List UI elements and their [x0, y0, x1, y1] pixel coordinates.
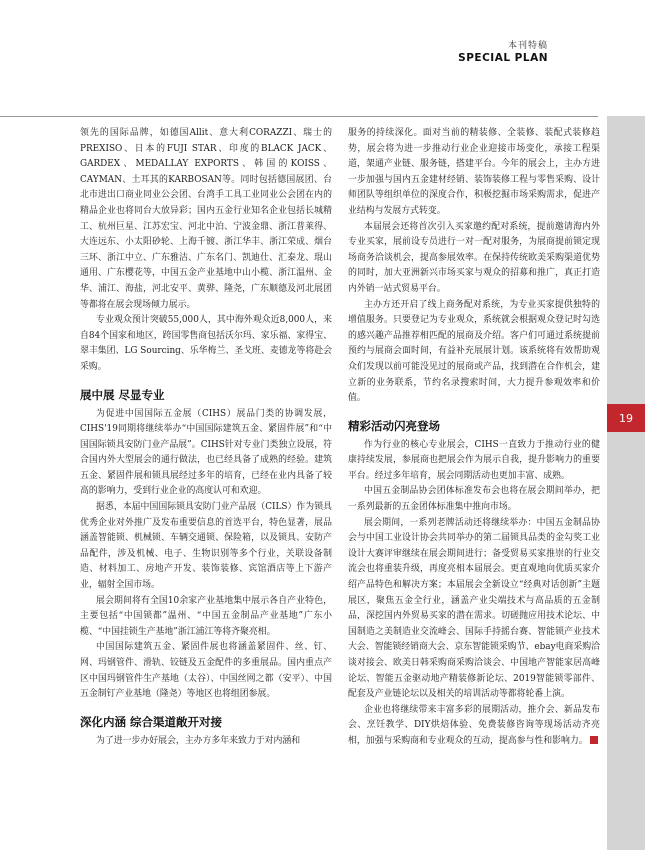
page-number: 19: [607, 404, 645, 432]
paragraph: 本届展会还将首次引入买家邀约配对系统，提前邀请海内外专业买家，展前设专员进行一对一配对服务，为展商提前锁定现场商务洽谈机会，提高参展效率。在保持传统欧美采购渠道优势的同时，加大亚洲新兴市场买家与观众的招募和推广，真正打造内外销一站式贸易平台。: [348, 221, 600, 294]
column-title-cn: 本刊特稿: [507, 41, 548, 51]
paragraph: 中国国际建筑五金、紧固件展也将涵盖紧固件、丝、钉、网、玛钢管件、滑轨、铰链及五金配件的多重展品。国内重点产区中国玛钢管件生产基地（太谷）、中国丝网之都（安平）、中国五金制钉产业基地（隆尧）等地区也将组团参展。: [80, 642, 332, 700]
paragraph: 中国五金制品协会团体标准发布会也将在展会期间举办，把一系列最新的五金团体标准集中推向市场。: [348, 486, 600, 513]
section-heading: 展中展 尽显专业: [80, 387, 165, 402]
paragraph: 作为行业的核心专业展会，CIHS一直致力于推动行业的健康持续发展，参展商也把展会作为展示自我，提升影响力的重要平台。经过多年培育，展会同期活动也更加丰富、成熟。: [348, 439, 600, 481]
paragraph: 专业观众预计突破55,000人，其中海外观众近8,000人，来自84个国家和地区，跨国零售商包括沃尔玛、家乐福、家得宝、翠丰集团、LG Sourcing、乐华梅兰、圣戈班、麦德龙等将赴会采购。: [80, 315, 332, 372]
paragraph-last: [348, 703, 600, 750]
right-column: [348, 126, 600, 750]
side-margin-bar: [607, 116, 645, 850]
paragraph: 展会期间，一系列老牌活动还将继续举办：中国五金制品协会与中国工业设计协会共同举办的第二届锁具品类的金勾奖工业设计大赛评审继续在展会期间进行；备受贸易买家推崇的行业交流会也将重装升级，再度亮相本届展会。更直观地向优质买家介绍产品特色和解决方案；本届展会全新设立“经典对话创新”主题展区，聚焦五金全行业，涵盖产业尖端技术与高品质的五金制品，深挖国内外贸易买家的潜在需求。切磋抛应用技术论坛、中国制造之美制造业交流峰会、国际手持摇台赛、智能锁产业技术大会、智能锁经销商大会、京东智能锁采购节、ebay电商采购洽谈对接会、欧美日韩采购商采购洽谈会、中国地产智能家居高峰论坛、智能五金驱动地产精装修新论坛、2019智能锁零部件、配套及产业链论坛以及相关的培训活动等都将轮番上演。: [348, 517, 600, 700]
paragraph: 领先的国际品牌，如德国Allit、意大利CORAZZI、瑞士的PREXISO、日本的FUJI STAR、印度的BLACK JACK、GARDEX、MEDALLAY EXPORTS、韩国的KOISS、CAYMAN、土耳其的KARBOSAN等。同时包括德国展团、台北市进出口商业同业公会团、台湾手工具工业同业公会团在内的精品企业也将同台大放异彩；国内五金行业知名企业包括长城精工、杭州巨星、江苏宏宝、河北中泊、宁波金鼎、浙江普莱得、大连远东、小太阳砂轮、上海千镀、浙江华丰、浙江荣成、烟台三环、浙江中立、广东雅洁、广东名门、凯迪仕、汇泰龙、琨山通用、广东樱花等，中国五金产业基地中山小榄、浙江温州、金华、浦江、海盐，河北安平、黄骅、隆尧，广东顺德及河北展团等都将在展会现场倾力展示。: [80, 128, 332, 310]
paragraph: 展会期间将有全国10余家产业基地集中展示各自产业特色，主要包括“中国锁都”温州、“中国五金制品产业基地”广东小榄、“中国挂锁生产基地”浙江浦江等将齐聚亮相。: [80, 595, 332, 637]
paragraph-text: 企业也将继续带来丰富多彩的展期活动，推介会、新品发布会、烹饪教学、DIY烘焙体验、免费装修咨询等现场活动齐亮相，加强与采购商和专业观众的互动，提高参与性和影响力。: [348, 704, 600, 746]
section-heading: 深化内涵 综合渠道敞开对接: [80, 714, 223, 729]
paragraph: 为了进一步办好展会，主办方多年来致力于对内涵和: [96, 735, 301, 746]
paragraph: 服务的持续深化。面对当前的精装修、全装修、装配式装修趋势，展会将为进一步推动行业企业迎接市场变化，承接工程渠道，架通产业链、服务链，搭建平台。今年的展会上，主办方进一步加强与国内五金建材经销、装饰装修工程与零售采购、设计师团队等组织单位的深度合作，积极挖掘市场采购需求，促进产业结构与发展方式转变。: [348, 128, 600, 216]
article-end-mark: [590, 736, 598, 744]
left-column: [80, 126, 332, 749]
header-rule: [0, 116, 598, 117]
paragraph: 为促进中国国际五金展（CIHS）展品门类的协调发展，CIHS'19同期将继续举办“中国国际建筑五金、紧固件展”和“中国国际锁具安防门业产品展”。CIHS针对专业门类独立设展，符合国内外大型展会的通行做法，也已经具备了成熟的经验。建筑五金、紧固件展和锁具展经过多年的培育，已经在业内具备了较高的影响力，受到行业企业的高度认可和欢迎。: [80, 408, 332, 497]
paragraph: 主办方还开启了线上商务配对系统，为专业买家提供独特的增值服务。只要登记为专业观众，系统就会根据观众登记时勾选的感兴趣产品推荐相匹配的展商及介绍。客户们可通过系统提前预约与展商会面时间，有益补充展展计划。该系统将有效帮助观众们发现以前可能没见过的展商或产品，找到潜在合作机会，建立新的业务联系，节约名录搜索时间，大力提升参观效率和价值。: [348, 299, 600, 404]
paragraph: 据悉，本届中国国际锁具安防门业产品展（CILS）作为锁具优秀企业对外推广及发布重要信息的首选平台，特色显著，展品涵盖智能锁、机械锁、车辆交通锁、保险箱，以及锁具、安防产品配件，涉及机械、电子、生物识别等多个行业，关联设备制造、材料加工、房地产开发、装饰装修、宾馆酒店等上下游产业，辐射全国市场。: [80, 502, 332, 591]
section-heading: 精彩活动闪亮登场: [348, 418, 440, 433]
column-title-en: SPECIAL PLAN: [458, 52, 548, 64]
